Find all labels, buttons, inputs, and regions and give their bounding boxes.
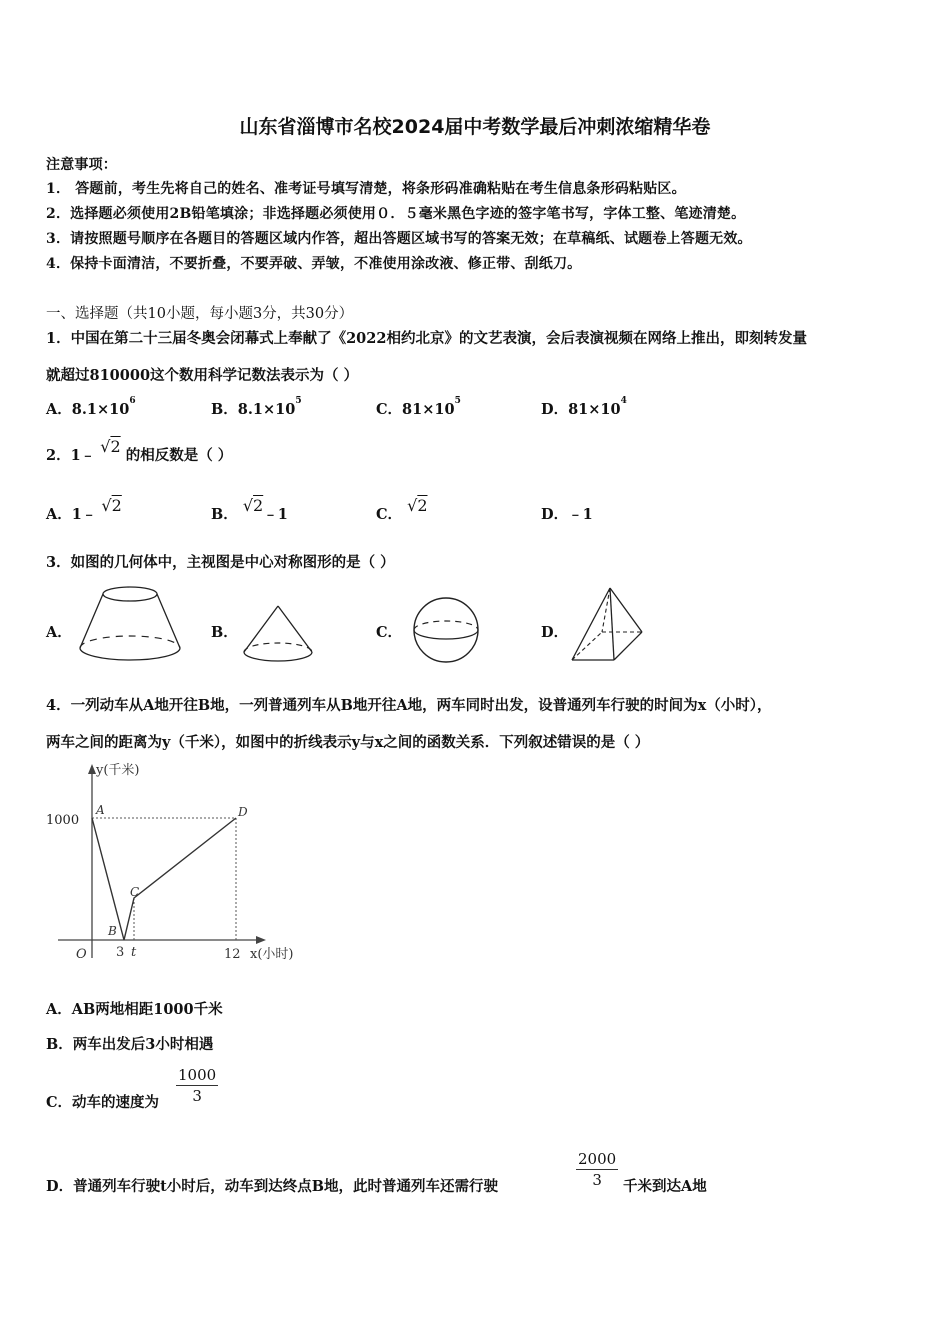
x-tick-t: t bbox=[131, 945, 137, 960]
notice-item-3: 3．请按照题号顺序在各题目的答题区域内作答，超出答题区域书写的答案无效；在草稿纸、试题卷上答题无效。 bbox=[46, 231, 752, 247]
sqrt-symbol: √2 bbox=[407, 496, 428, 515]
q4-option-b[interactable]: B．两车出发后3小时相遇 bbox=[46, 1036, 214, 1053]
q2-stem bbox=[46, 437, 233, 465]
q2-option-a-label: A． bbox=[46, 506, 72, 523]
function-polyline bbox=[92, 818, 236, 940]
q1-option-b-label: B． bbox=[211, 401, 238, 418]
sqrt-symbol: √2 bbox=[101, 496, 122, 515]
origin-label: O bbox=[76, 947, 87, 962]
x-axis-label: x(小时) bbox=[250, 947, 294, 962]
q1-option-b-base: 8.1×10 bbox=[237, 401, 296, 418]
q2-option-c-label: C． bbox=[376, 506, 403, 523]
notice-heading: 注意事项： bbox=[46, 157, 117, 173]
point-a-label: A bbox=[96, 803, 105, 817]
q4-option-d-denominator: 3 bbox=[592, 1171, 602, 1189]
q1-option-b-exp: 5 bbox=[295, 396, 302, 406]
x-axis-arrow bbox=[256, 936, 266, 944]
q4-option-c-denominator: 3 bbox=[192, 1087, 202, 1105]
point-c-label: C bbox=[130, 885, 140, 899]
notice-item-1: 1． 答题前，考生先将自己的姓名、准考证号填写清楚，将条形码准确粘贴在考生信息条形码粘贴区。 bbox=[46, 181, 686, 197]
q2-option-a-pre: 1﹣ bbox=[71, 506, 97, 523]
pyramid-figure bbox=[566, 584, 646, 664]
q1-option-a[interactable] bbox=[46, 398, 136, 419]
q1-option-c-base: 81×10 bbox=[402, 401, 455, 418]
q3-option-a-label[interactable]: A． bbox=[46, 624, 72, 641]
q4-function-graph bbox=[40, 758, 310, 968]
q2-radicand: 2 bbox=[110, 437, 121, 456]
q4-option-d-numerator: 2000 bbox=[578, 1150, 617, 1168]
q4-option-d[interactable]: D．普通列车行驶t小时后，动车到达终点B地，此时普通列车还需行驶 bbox=[46, 1178, 499, 1195]
notice-item-4: 4．保持卡面清洁，不要折叠，不要弄破、弄皱，不准使用涂改液、修正带、刮纸刀。 bbox=[46, 256, 582, 272]
q2-option-a-rad: 2 bbox=[111, 496, 122, 515]
q4-option-a[interactable]: A．AB两地相距1000千米 bbox=[46, 1001, 223, 1018]
q1-option-d-label: D． bbox=[541, 401, 569, 418]
q4-option-c-numerator: 1000 bbox=[178, 1066, 217, 1084]
q3-option-c-label[interactable]: C． bbox=[376, 624, 403, 641]
x-tick-12: 12 bbox=[224, 947, 241, 962]
notice-item-2: 2．选择题必须使用2B铅笔填涂；非选择题必须使用０．５毫米黑色字迹的签字笔书写，字体工整、笔迹清楚。 bbox=[46, 206, 746, 222]
q1-option-c-exp: 5 bbox=[454, 396, 461, 406]
q1-stem-line1: 1．中国在第二十三届冬奥会闭幕式上奉献了《2022相约北京》的文艺表演，会后表演视频在网络上推出，即刻转发量 bbox=[46, 330, 807, 347]
q2-option-b-post: ﹣1 bbox=[263, 506, 288, 523]
sqrt-symbol: √2 bbox=[100, 437, 121, 456]
q1-option-c-label: C． bbox=[376, 401, 403, 418]
q2-option-d-text: ﹣1 bbox=[568, 506, 593, 523]
q2-stem-prefix: 2．1﹣ bbox=[46, 447, 96, 464]
frustum-figure bbox=[76, 584, 186, 666]
q1-stem-line2: 就超过810000这个数用科学记数法表示为（ ） bbox=[46, 367, 359, 384]
q4-option-c-fraction bbox=[176, 1066, 218, 1105]
y-tick-1000: 1000 bbox=[46, 813, 80, 828]
q1-option-a-exp: 6 bbox=[129, 396, 136, 406]
q4-option-d-tail: 千米到达A地 bbox=[623, 1178, 707, 1195]
x-tick-3: 3 bbox=[116, 945, 125, 960]
q2-option-b[interactable] bbox=[211, 496, 288, 524]
q1-option-d-base: 81×10 bbox=[568, 401, 621, 418]
point-d-label: D bbox=[238, 805, 248, 819]
q4-option-c[interactable]: C．动车的速度为 bbox=[46, 1094, 160, 1111]
q4-option-d-fraction bbox=[576, 1150, 618, 1189]
q2-option-c[interactable] bbox=[376, 496, 428, 524]
q1-option-a-label: A． bbox=[46, 401, 72, 418]
q2-option-d[interactable] bbox=[541, 503, 593, 524]
q4-stem-line1: 4．一列动车从A地开往B地，一列普通列车从B地开往A地，两车同时出发，设普通列车行驶的时间为x（小时）， bbox=[46, 697, 772, 714]
q2-stem-suffix: 的相反数是（ ） bbox=[125, 447, 233, 464]
q4-stem-line2: 两车之间的距离为y（千米），如图中的折线表示y与x之间的函数关系．下列叙述错误的是（ ） bbox=[46, 734, 650, 751]
q3-option-b-label[interactable]: B． bbox=[211, 624, 238, 641]
y-axis-arrow bbox=[88, 764, 96, 774]
q1-option-a-base: 8.1×10 bbox=[71, 401, 130, 418]
q2-option-c-rad: 2 bbox=[417, 496, 428, 515]
q2-option-b-label: B． bbox=[211, 506, 238, 523]
q1-option-b[interactable] bbox=[211, 398, 302, 419]
q2-option-b-rad: 2 bbox=[253, 496, 264, 515]
page-title: 山东省淄博市名校2024届中考数学最后冲刺浓缩精华卷 bbox=[239, 116, 711, 138]
y-axis-label: y(千米) bbox=[96, 763, 140, 778]
sqrt-symbol: √2 bbox=[242, 496, 264, 515]
q3-stem: 3．如图的几何体中，主视图是中心对称图形的是（ ） bbox=[46, 554, 395, 571]
q1-option-d-exp: 4 bbox=[620, 396, 627, 406]
point-b-label: B bbox=[108, 924, 117, 938]
q2-option-d-label: D． bbox=[541, 506, 569, 523]
section-heading: 一、选择题（共10小题，每小题3分，共30分） bbox=[46, 306, 354, 322]
sphere-figure bbox=[408, 592, 484, 668]
q3-option-d-label[interactable]: D． bbox=[541, 624, 569, 641]
q2-option-a[interactable] bbox=[46, 496, 122, 524]
q1-option-c[interactable] bbox=[376, 398, 461, 419]
q1-option-d[interactable] bbox=[541, 398, 627, 419]
cone-figure bbox=[240, 604, 320, 666]
